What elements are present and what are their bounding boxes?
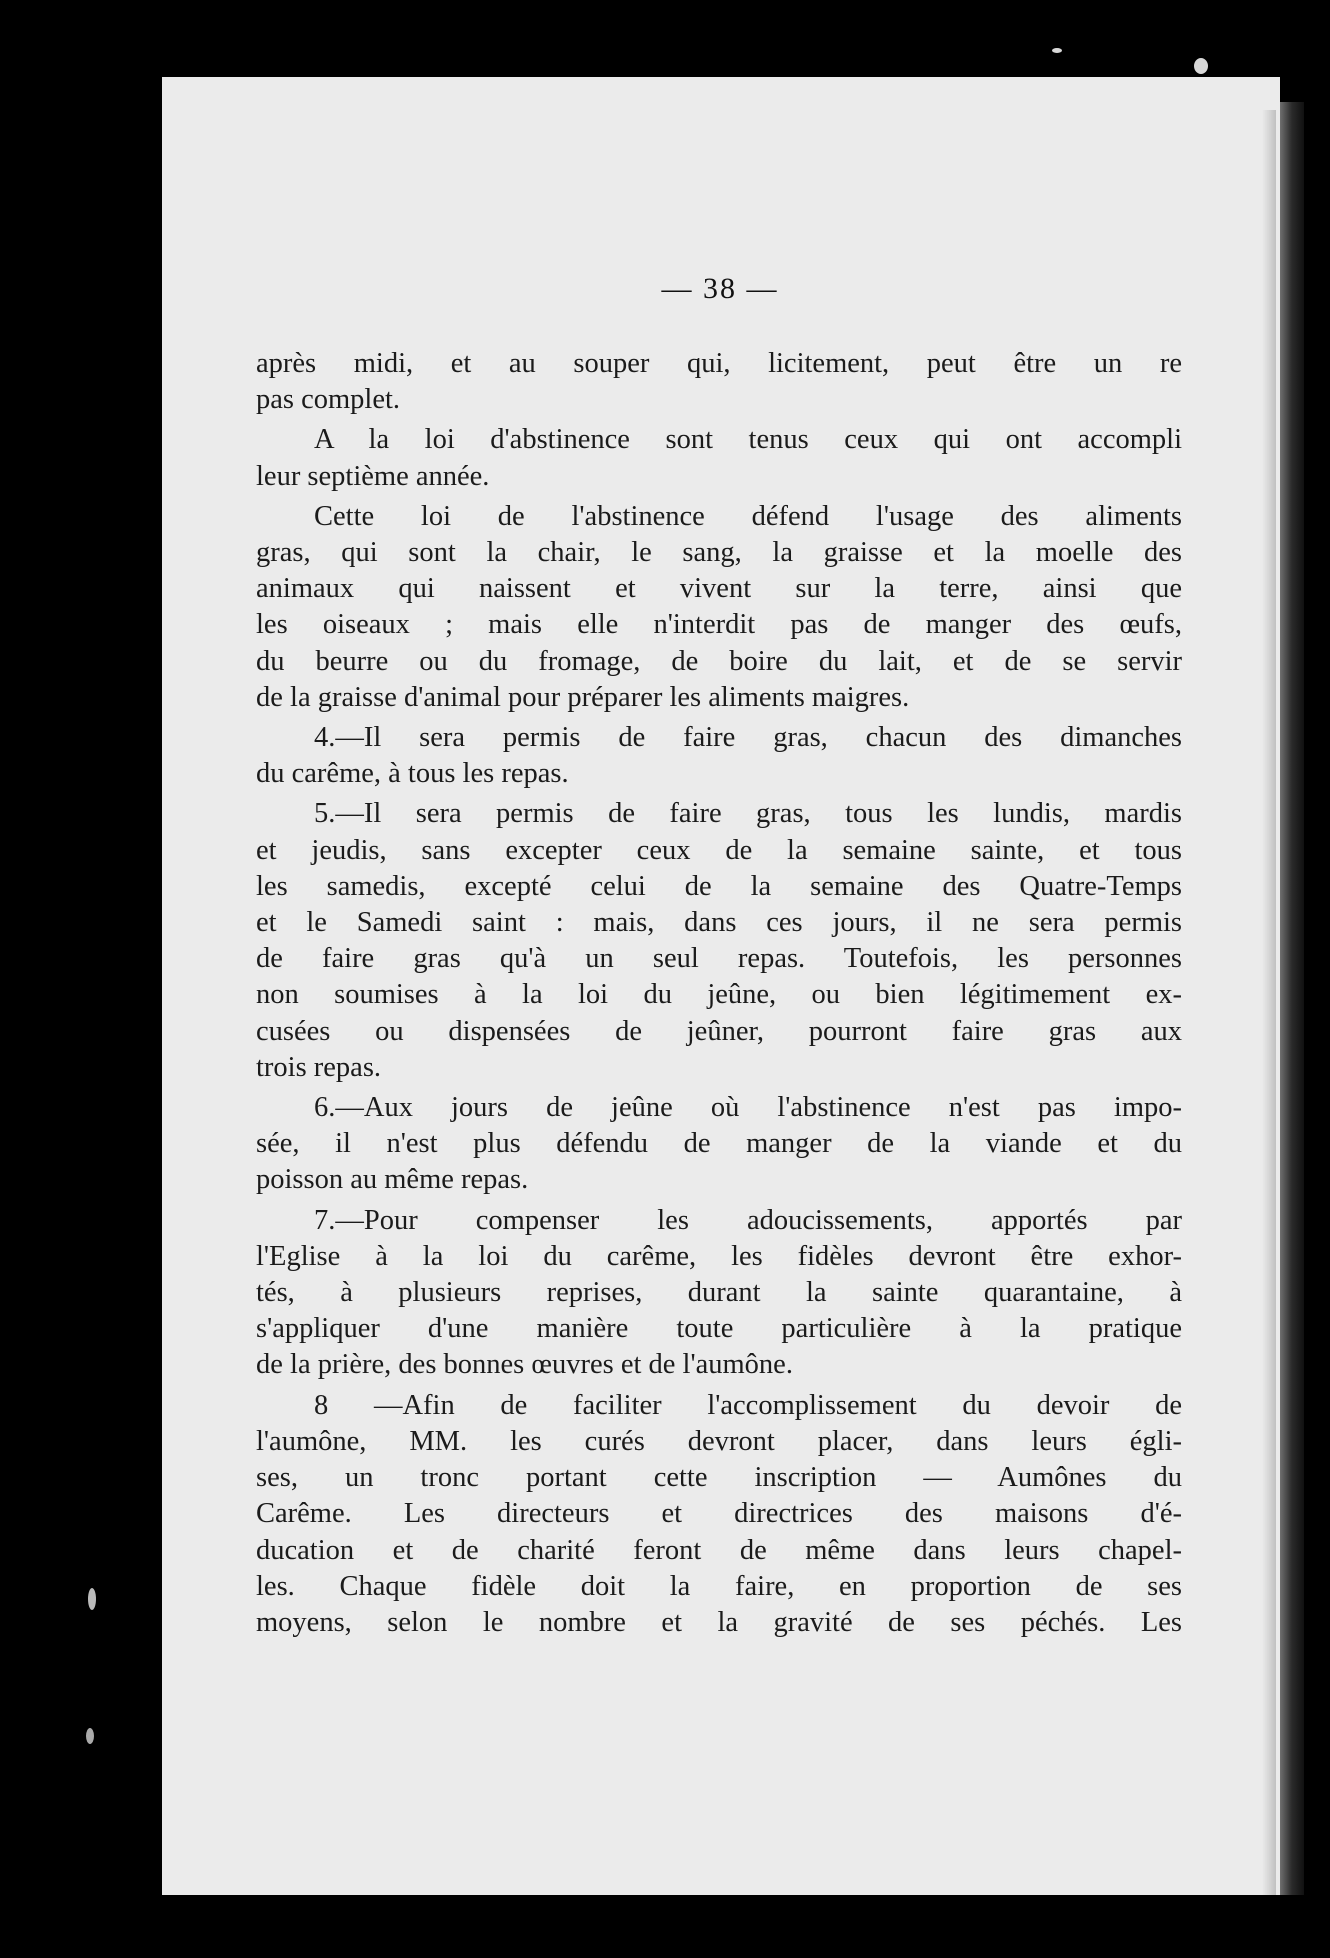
paragraph [256, 720, 1182, 792]
paragraph [256, 796, 1182, 1086]
dust-speck [1194, 58, 1208, 74]
text-line: les. Chaque fidèle doit la faire, en proportion de ses [256, 1570, 1182, 1602]
page-number: — 38 — [661, 272, 779, 305]
body-text [256, 346, 1182, 1645]
paragraph [256, 346, 1182, 418]
text-line: du carême, à tous les repas. [256, 758, 569, 790]
text-line: s'appliquer d'une manière toute particulière à la pratique [256, 1313, 1182, 1345]
paragraph [256, 499, 1182, 716]
text-line: l'aumône, MM. les curés devront placer, dans leurs égli- [256, 1425, 1182, 1457]
text-line: les samedis, excepté celui de la semaine des Quatre-Temps [256, 870, 1182, 902]
text-line: gras, qui sont la chair, le sang, la graisse et la moelle des [256, 537, 1182, 569]
text-line: du beurre ou du fromage, de boire du lait, et de se servir [256, 645, 1182, 677]
text-line: sée, il n'est plus défendu de manger de la viande et du [256, 1128, 1182, 1160]
text-line: animaux qui naissent et vivent sur la terre, ainsi que [256, 573, 1182, 605]
text-line: l'Eglise à la loi du carême, les fidèles devront être exhor- [256, 1240, 1182, 1272]
text-line: de la prière, des bonnes œuvres et de l'aumône. [256, 1349, 793, 1381]
dust-speck [86, 1728, 94, 1744]
text-line: ses, un tronc portant cette inscription — Aumônes du [256, 1462, 1182, 1494]
text-line: et jeudis, sans excepter ceux de la semaine sainte, et tous [256, 834, 1182, 866]
text-line: tés, à plusieurs reprises, durant la sainte quarantaine, à [256, 1277, 1182, 1309]
text-line: moyens, selon le nombre et la gravité de ses péchés. Les [256, 1606, 1182, 1638]
text-line: les oiseaux ; mais elle n'interdit pas de manger des œufs, [256, 609, 1182, 641]
text-line: poisson au même repas. [256, 1164, 529, 1196]
text-line: A la loi d'abstinence sont tenus ceux qui ont accompli [314, 424, 1182, 456]
text-line: non soumises à la loi du jeûne, ou bien légitimement ex- [256, 979, 1182, 1011]
text-line: et le Samedi saint : mais, dans ces jours, il ne sera permis [256, 907, 1182, 939]
text-line: 4.—Il sera permis de faire gras, chacun des dimanches [314, 722, 1182, 754]
text-line: 7.—Pour compenser les adoucissements, apportés par [314, 1204, 1182, 1236]
paragraph [256, 1388, 1182, 1641]
paragraph [256, 1203, 1182, 1384]
text-line: après midi, et au souper qui, licitement, peut être un re [256, 348, 1182, 379]
text-line: de la graisse d'animal pour préparer les aliments maigres. [256, 681, 910, 713]
dust-speck [1052, 48, 1062, 53]
paragraph [256, 422, 1182, 494]
text-line: trois repas. [256, 1051, 382, 1083]
page-gutter-shadow [1262, 110, 1276, 1895]
text-line: leur septième année. [256, 460, 490, 492]
text-line: 8 —Afin de faciliter l'accomplissement du devoir de [314, 1389, 1182, 1421]
text-line: Carême. Les directeurs et directrices des maisons d'é- [256, 1498, 1182, 1530]
text-line: de faire gras qu'à un seul repas. Toutefois, les personnes [256, 943, 1182, 975]
page-edge [1280, 102, 1304, 1895]
text-line: 6.—Aux jours de jeûne où l'abstinence n'est pas impo- [314, 1092, 1182, 1124]
dust-speck [88, 1588, 96, 1610]
text-line: 5.—Il sera permis de faire gras, tous les lundis, mardis [314, 798, 1182, 830]
text-line: cusées ou dispensées de jeûner, pourront faire gras aux [256, 1015, 1182, 1047]
text-line: Cette loi de l'abstinence défend l'usage des aliments [314, 500, 1182, 532]
paragraph [256, 1090, 1182, 1199]
text-line: ducation et de charité feront de même dans leurs chapel- [256, 1534, 1182, 1566]
text-line: pas complet. [256, 384, 401, 416]
